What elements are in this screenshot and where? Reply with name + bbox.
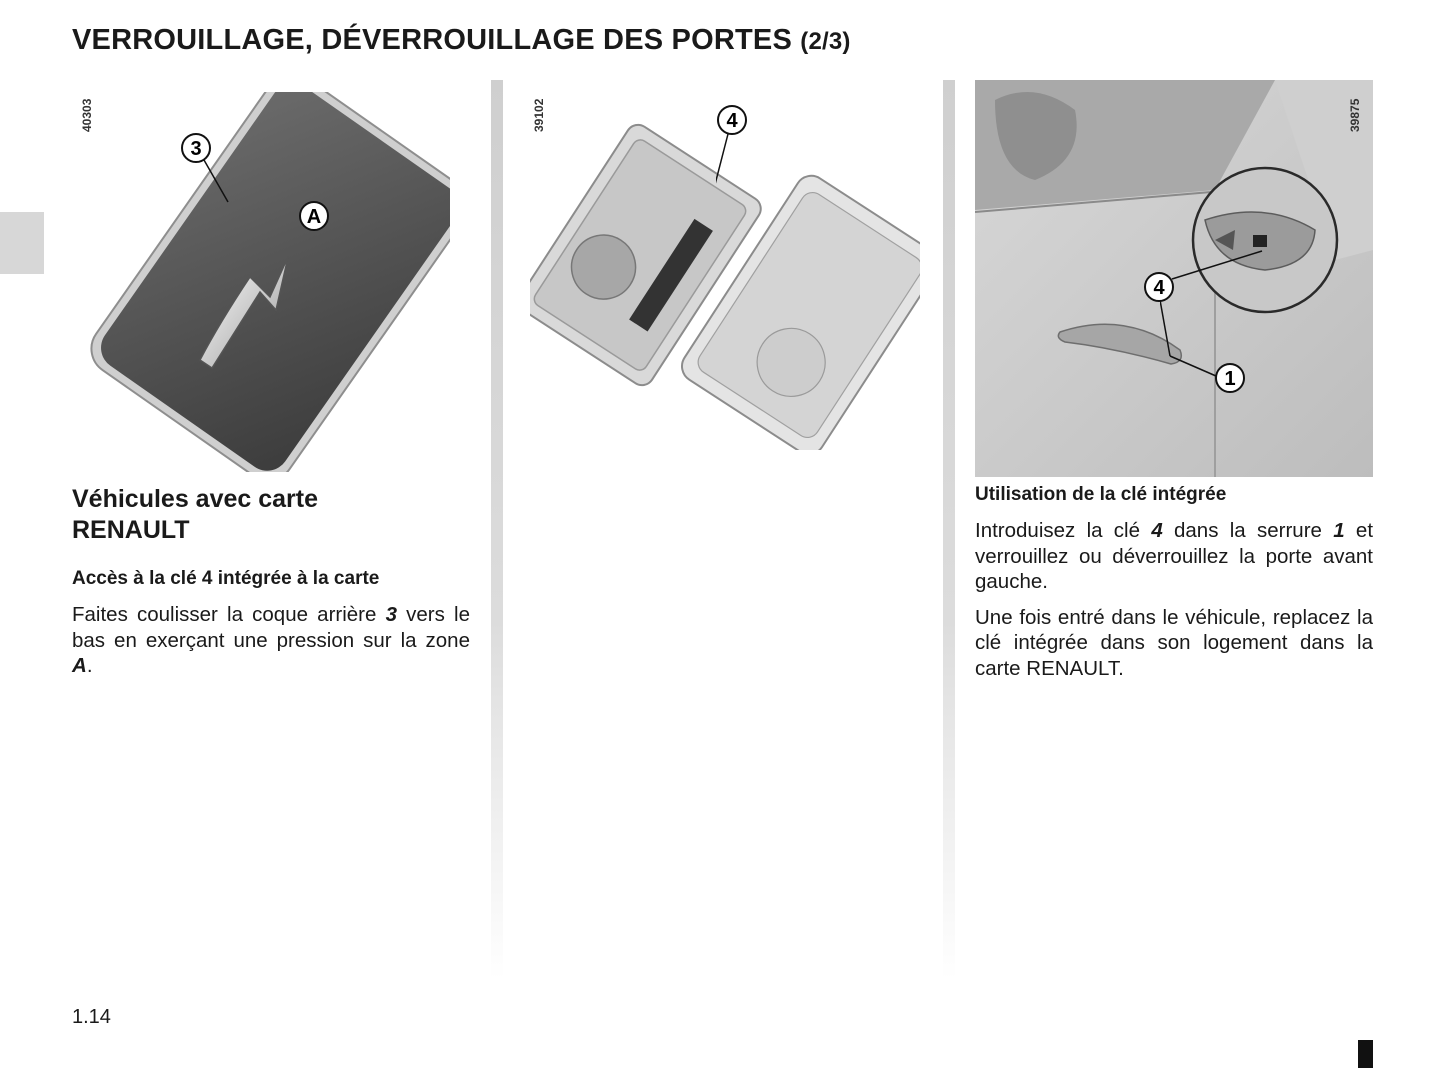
callout-1-text: 1 (1224, 368, 1236, 390)
paragraph-access (72, 602, 470, 679)
chapter-tab (0, 212, 44, 274)
callout-4-card-text: 4 (726, 110, 738, 132)
left-column (72, 484, 470, 689)
callout-A (298, 200, 332, 234)
paragraph-usage-1-b: dans la serrure (1162, 519, 1334, 542)
ref-A: A (72, 654, 87, 677)
figure-ref-card-open: 39102 (532, 98, 546, 132)
ref-4: 4 (1151, 519, 1163, 542)
callout-4-door-text: 4 (1153, 277, 1165, 299)
right-column (975, 484, 1373, 691)
page-title (72, 24, 851, 57)
subheading-usage: Utilisation de la clé intégrée (975, 484, 1227, 505)
paragraph-access-a: Faites coulisser la coque arrière (72, 603, 386, 626)
page-title-text: VERROUILLAGE, DÉVERROUILLAGE DES PORTES (72, 24, 792, 56)
callout-1 (1160, 300, 1250, 400)
paragraph-access-b: vers le bas en exerçant une pression sur la zone (72, 603, 470, 652)
paragraph-usage-1 (975, 518, 1373, 595)
page-number: 1.14 (72, 1006, 111, 1028)
paragraph-usage-1-c: et verrouillez ou déverrouillez la porte avant gauche. (975, 519, 1374, 593)
paragraph-usage-2: Une fois entré dans le véhicule, replacez la clé intégrée dans son logement dans la carte RENAULT. (975, 605, 1373, 680)
subheading-access: Accès à la clé 4 intégrée à la carte (72, 568, 380, 589)
callout-A-text: A (306, 206, 322, 228)
paragraph-usage-1-a: Introduisez la clé (975, 519, 1152, 542)
section-heading: Véhicules avec carte RENAULT (72, 485, 318, 544)
ref-3: 3 (385, 603, 397, 626)
callout-4-card (716, 104, 756, 214)
figure-ref-door: 39875 (1348, 98, 1362, 132)
column-divider-1 (491, 80, 503, 980)
page-title-suffix: (2/3) (800, 28, 851, 55)
ref-1: 1 (1333, 519, 1345, 542)
callout-3-text: 3 (190, 138, 202, 160)
column-divider-2 (943, 80, 955, 980)
callout-4-door (1142, 245, 1282, 305)
end-of-section-mark (1358, 1040, 1373, 1068)
figure-ref-card: 40303 (80, 98, 94, 132)
paragraph-access-end: . (86, 654, 93, 677)
